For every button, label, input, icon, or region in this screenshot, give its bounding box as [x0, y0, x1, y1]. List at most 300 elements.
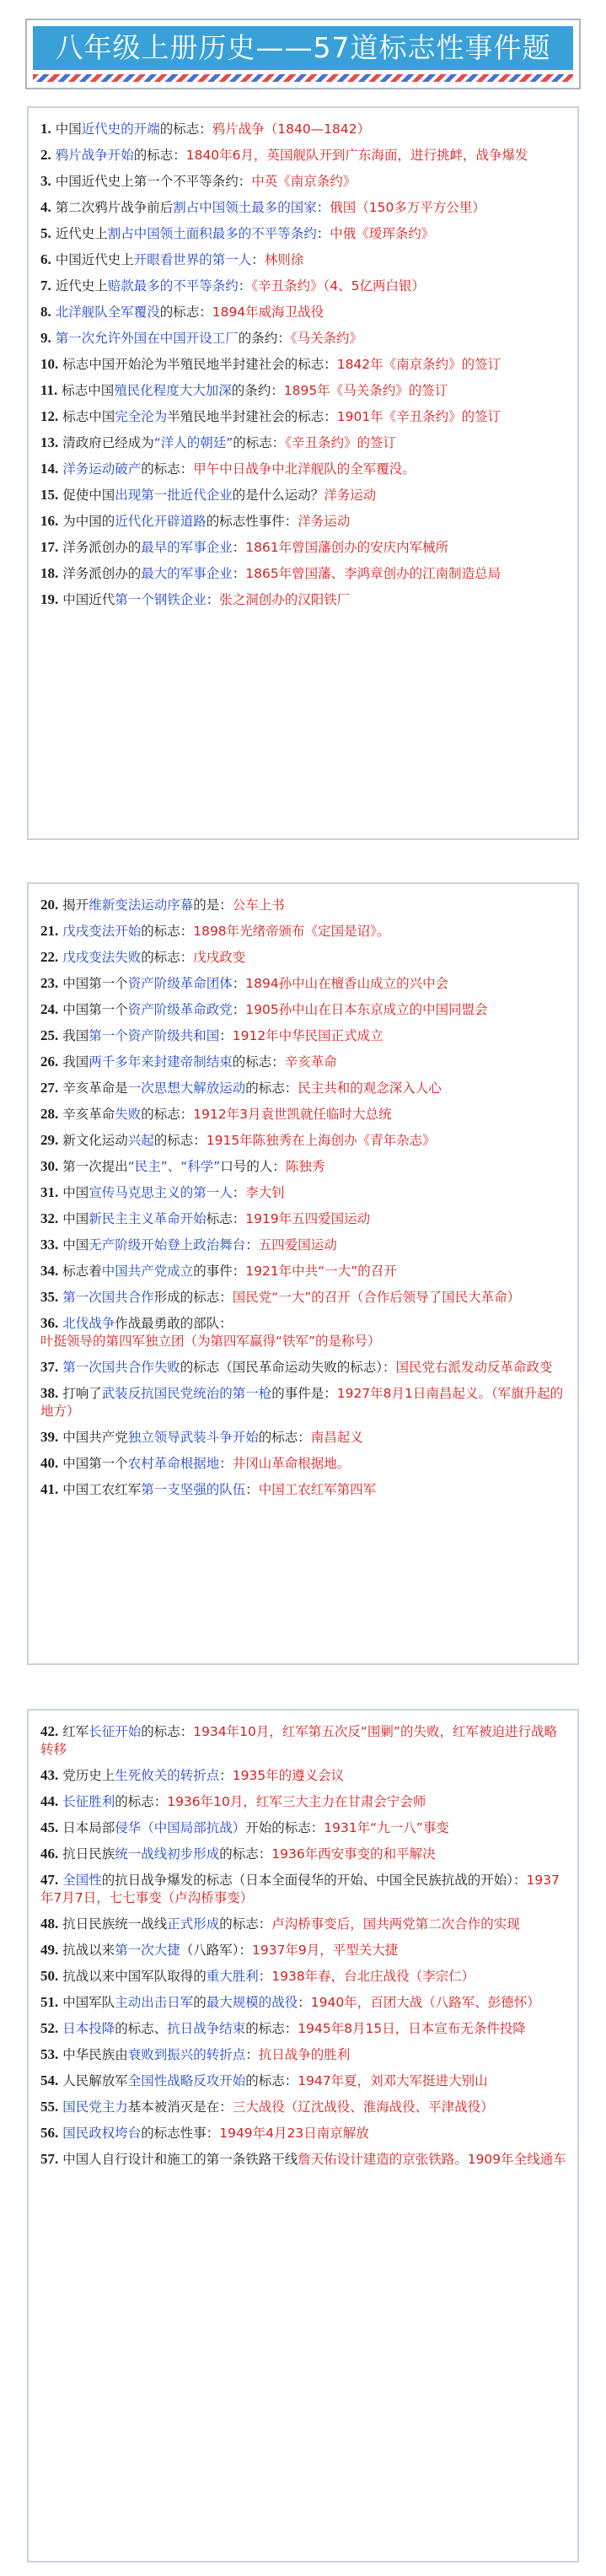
keyword-text: 武装反抗国民党统治的第一枪 — [101, 1386, 272, 1401]
question-text: 中国近代史上第一个不平等条约： — [55, 174, 252, 189]
question-text: 打响了 — [62, 1386, 102, 1401]
event-item — [40, 1871, 567, 1907]
event-item — [40, 486, 567, 504]
question-text: 的标志： — [159, 121, 212, 137]
item-number: 43. — [40, 1767, 59, 1783]
item-number: 50. — [40, 1968, 59, 1984]
keyword-text: 正式形成 — [167, 1916, 220, 1932]
keyword-text: 两千多年来封建帝制结束 — [88, 1054, 233, 1070]
item-number: 14. — [40, 461, 59, 477]
keyword-text: 最大的军事企业 — [141, 566, 233, 581]
question-text: 的标志： — [141, 950, 194, 965]
answer-text: 1840年6月，英国舰队开到广东海面，进行挑衅，战争爆发 — [185, 148, 528, 163]
item-number: 10. — [40, 356, 59, 372]
question-text: 的标志： — [141, 1107, 194, 1122]
event-item — [40, 1480, 567, 1499]
event-item — [40, 251, 567, 269]
question-text: 日本局部 — [62, 1820, 115, 1835]
question-text: ： — [258, 1969, 272, 1984]
keyword-text: 最早的军事企业 — [141, 540, 233, 555]
item-number: 29. — [40, 1132, 59, 1148]
answer-text: 1931年“九一八”事变 — [324, 1820, 449, 1835]
event-item — [40, 1105, 567, 1124]
question-text: ： — [316, 200, 330, 215]
event-item — [40, 512, 567, 531]
keyword-text: 割占中国领土最多的国家 — [173, 200, 317, 215]
item-number: 12. — [40, 408, 59, 424]
item-number: 20. — [40, 897, 59, 913]
answer-text: 1949年4月23日南京解放 — [219, 2126, 369, 2141]
question-text: 的标志： — [141, 1724, 194, 1739]
question-text: 中华民族由 — [62, 2047, 128, 2062]
question-text: 中国第一个 — [62, 976, 128, 991]
question-text: 的标志： — [245, 1081, 298, 1096]
answer-text: 1938年春，台北庄战役（李宗仁） — [271, 1969, 475, 1984]
item-number: 56. — [40, 2125, 59, 2141]
item-number: 26. — [40, 1054, 59, 1070]
question-text: 中国 — [62, 1211, 89, 1226]
question-text: 开始的标志： — [245, 1820, 324, 1835]
question-text: 党历史上 — [62, 1768, 115, 1783]
answer-text: 1940年，百团大战（八路军、彭德怀） — [310, 1995, 540, 2010]
keyword-text: 第一个钢铁企业 — [115, 592, 206, 607]
keyword-text: 重大胜利 — [206, 1969, 259, 1984]
keyword-text: 新民主主义革命开始 — [88, 1211, 206, 1226]
question-text: 的是什么运动？ — [232, 488, 324, 503]
event-item — [40, 224, 567, 243]
question-text: 标志中国 — [62, 409, 115, 424]
keyword-text: 殖民化程度大大加深 — [114, 383, 232, 398]
answer-text: 甲午中日战争中北洋舰队的全军覆没。 — [193, 461, 416, 477]
keyword-text: 全国性战略反攻开始 — [127, 2073, 246, 2088]
section-card-1 — [27, 106, 579, 840]
answer-text: 1947年夏，刘邓大军挺进大别山 — [298, 2073, 488, 2088]
item-number: 17. — [40, 539, 59, 555]
answer-text: 李大钊 — [245, 1185, 285, 1200]
event-item — [40, 590, 567, 609]
item-number: 38. — [40, 1385, 59, 1401]
question-text: ： — [219, 1768, 233, 1783]
answer-text: 五四爱国运动 — [258, 1237, 337, 1253]
question-text: ： — [232, 566, 246, 581]
event-item — [40, 1027, 567, 1045]
event-item — [40, 1915, 567, 1933]
question-text: 抗日民族统一战线 — [62, 1916, 168, 1932]
answer-text: 1895年《马关条约》的签订 — [283, 383, 448, 398]
event-item — [40, 564, 567, 583]
item-number: 31. — [40, 1184, 59, 1200]
question-text: 中国军队 — [62, 1995, 115, 2010]
keyword-text: 近代史的开端 — [81, 121, 160, 137]
event-item — [40, 1131, 567, 1150]
question-text: 作战最勇敢的部队： — [115, 1316, 233, 1331]
keyword-text: 第一次大捷 — [115, 1943, 180, 1958]
keyword-text: 统一战线初步形成 — [115, 1846, 220, 1862]
answer-text: 张之洞创办的汉阳铁厂 — [219, 592, 351, 607]
event-item — [40, 407, 567, 426]
question-text: 的标志性事件： — [206, 514, 298, 529]
keyword-text: 一次思想大解放运动 — [127, 1081, 246, 1096]
item-number: 30. — [40, 1158, 59, 1174]
keyword-text: 国民政权垮台 — [62, 2126, 142, 2141]
item-number: 8. — [40, 304, 51, 320]
event-item — [40, 974, 567, 993]
item-number: 52. — [40, 2020, 59, 2036]
question-text: 口号的人： — [220, 1159, 286, 1174]
keyword-text: 国民党主力 — [62, 2099, 128, 2115]
item-number: 1. — [40, 121, 51, 137]
question-text: 近代史上 — [55, 278, 108, 294]
question-text: 的标志： — [245, 2021, 298, 2036]
question-text: 的条约： — [231, 383, 284, 398]
event-item — [40, 2072, 567, 2090]
answer-text: 1936年西安事变的和平解决 — [271, 1846, 436, 1862]
keyword-text: 出现第一批近代企业 — [115, 488, 233, 503]
answer-text: 林则徐 — [264, 252, 304, 267]
event-item — [40, 1262, 567, 1280]
keyword-text: 开眼看世界的第一人 — [133, 252, 252, 267]
item-number: 47. — [40, 1872, 59, 1888]
question-text: 的标志： — [258, 1430, 311, 1445]
event-item — [40, 1236, 567, 1254]
item-number: 57. — [40, 2151, 59, 2167]
question-text: 的标志： — [219, 1846, 272, 1862]
question-text: 标志： — [206, 1211, 246, 1226]
answer-text: 1901年《辛丑条约》的签订 — [336, 409, 501, 424]
keyword-text: 第一个资产阶级共和国 — [88, 1028, 220, 1043]
question-text: 标志着 — [62, 1264, 102, 1279]
question-text: 近代史上 — [55, 226, 108, 241]
answer-text: 1921年中共“一大”的召开 — [245, 1264, 397, 1279]
event-item — [40, 2098, 567, 2116]
item-number: 21. — [40, 923, 59, 939]
question-text: ： — [251, 252, 265, 267]
keyword-text: 鸦片战争开始 — [55, 148, 134, 163]
event-item — [40, 1358, 567, 1377]
question-text: 第二次鸦片战争前后 — [55, 200, 174, 215]
keyword-text: “民主”、“科学” — [127, 1159, 221, 1174]
event-item — [40, 355, 567, 374]
question-text: （八路军）： — [180, 1943, 252, 1958]
item-number: 33. — [40, 1237, 59, 1253]
question-text: ： — [316, 226, 330, 241]
answer-text: 1937年9月，平型关大捷 — [251, 1943, 399, 1958]
item-number: 28. — [40, 1106, 59, 1122]
event-item — [40, 146, 567, 164]
item-number: 24. — [40, 1001, 59, 1017]
event-item — [40, 172, 567, 191]
question-text: 中国人自行设计和施工的第一条铁路干线 — [62, 2152, 298, 2167]
answer-text: 三大战役（辽沈战役、淮海战役、平津战役） — [232, 2099, 494, 2115]
event-item — [40, 896, 567, 914]
answer-text: 1915年陈独秀在上海创办《青年杂志》 — [206, 1133, 436, 1148]
answer-text: 1905孙中山在日本东京成立的中国同盟会 — [245, 1002, 488, 1017]
answer-text: 井冈山革命根据地。 — [232, 1456, 351, 1471]
item-number: 18. — [40, 565, 59, 581]
event-item — [40, 1967, 567, 1986]
event-item — [40, 2124, 567, 2142]
item-number: 27. — [40, 1080, 59, 1096]
keyword-text: 独立领导武装斗争开始 — [127, 1430, 259, 1445]
question-text: 的标志： — [233, 435, 286, 450]
event-item — [40, 381, 567, 400]
answer-text: 1935年的遵义会议 — [232, 1768, 345, 1783]
item-number: 53. — [40, 2046, 59, 2062]
question-text: 的事件是： — [271, 1386, 337, 1401]
answer-text: 民主共和的观念深入人心 — [298, 1081, 442, 1096]
question-text: 清政府已经成为 — [62, 435, 154, 450]
question-text: 的标志： — [153, 1133, 206, 1148]
question-text: 抗战以来 — [62, 1943, 115, 1958]
item-number: 45. — [40, 1819, 59, 1835]
event-item — [40, 1183, 567, 1202]
answer-text: 洋务运动 — [298, 514, 351, 529]
answer-text: 国民党“一大”的召开（合作后领导了国民大革命） — [232, 1290, 521, 1305]
answer-text: 1865年曾国藩、李鸿章创办的江南制造总局 — [245, 566, 501, 581]
answer-text: 洋务运动 — [324, 488, 377, 503]
answer-text: 1912年中华民国正式成立 — [232, 1028, 383, 1043]
item-number: 44. — [40, 1793, 59, 1809]
answer-text: 陈独秀 — [285, 1159, 325, 1174]
answer-text: 中国工农红军第四军 — [258, 1482, 377, 1497]
event-item — [40, 538, 567, 557]
question-text: 洋务派创办的 — [62, 540, 142, 555]
question-text: 的是： — [193, 897, 233, 913]
item-number: 49. — [40, 1942, 59, 1958]
question-text: 中国近代史上 — [55, 252, 134, 267]
event-item — [40, 1079, 567, 1097]
answer-text: 1936年10月，红军三大主力在甘肃会宁会师 — [167, 1794, 426, 1809]
answer-text: 1894孙中山在檀香山成立的兴中会 — [245, 976, 449, 991]
item-number: 48. — [40, 1916, 59, 1932]
item-number: 11. — [40, 382, 58, 398]
keyword-text: 宣传马克思主义的第一人 — [88, 1185, 233, 1200]
event-item — [40, 277, 567, 295]
question-text: 我国 — [62, 1028, 89, 1043]
question-text: 揭开 — [62, 897, 89, 913]
keyword-text: 割占中国领土面积最多的不平等条约 — [107, 226, 317, 241]
keyword-text: 抗日战争结束 — [167, 2021, 246, 2036]
answer-text: 国民党右派发动反革命政变 — [395, 1360, 553, 1375]
keyword-text: 赔款最多的不平等条约 — [107, 278, 239, 294]
question-text: 的事件： — [193, 1264, 246, 1279]
item-number: 4. — [40, 199, 51, 215]
keyword-text: 第一次国共合作 — [62, 1290, 154, 1305]
question-text: ： — [298, 1995, 311, 2010]
keyword-text: 资产阶级革命政党 — [127, 1002, 233, 1017]
item-number: 9. — [40, 330, 51, 346]
event-item — [40, 1053, 567, 1071]
question-text: 基本被消灭是在： — [127, 2099, 233, 2115]
keyword-text: “洋人的朝廷” — [153, 435, 233, 450]
answer-text: 1934年10月，红军第五次反“围剿”的失败，红军被迫进行战略转移 — [40, 1724, 557, 1757]
item-number: 51. — [40, 1994, 59, 2010]
question-text: 的标志（国民革命运动失败的标志）： — [180, 1360, 396, 1375]
question-text: 的条约： — [238, 331, 291, 346]
keyword-text: 长征胜利 — [62, 1794, 115, 1809]
item-number: 6. — [40, 251, 51, 267]
question-text: 辛亥革命 — [62, 1107, 115, 1122]
question-text: 形成的标志： — [153, 1290, 233, 1305]
question-text: ： — [232, 540, 246, 555]
event-item — [40, 434, 567, 452]
answer-text: 戊戌政变 — [193, 950, 246, 965]
question-text: 中国 — [62, 1185, 89, 1200]
item-number: 22. — [40, 949, 59, 965]
event-item — [40, 2150, 567, 2169]
event-item — [40, 1454, 567, 1473]
question-text: 新文化运动 — [62, 1133, 128, 1148]
question-text: 中国第一个 — [62, 1456, 128, 1471]
item-number: 19. — [40, 591, 59, 607]
event-item — [40, 922, 567, 940]
question-text: 标志中国开始沦为半殖民地半封建社会的标志： — [62, 357, 337, 372]
item-number: 34. — [40, 1263, 59, 1279]
event-item — [40, 303, 567, 321]
item-number: 25. — [40, 1027, 59, 1043]
event-item — [40, 1314, 567, 1350]
event-item — [40, 1722, 567, 1759]
keyword-text: 近代化开辟道路 — [115, 514, 206, 529]
keyword-text: 第一次国共合作失败 — [62, 1360, 180, 1375]
event-item — [40, 1941, 567, 1959]
question-text: 中国 — [55, 121, 82, 137]
item-number: 36. — [40, 1315, 59, 1331]
keyword-text: 日本投降 — [62, 2021, 115, 2036]
item-number: 54. — [40, 2072, 59, 2088]
question-text: 红军 — [62, 1724, 89, 1739]
question-text: 为中国的 — [62, 514, 115, 529]
question-text: 的标志： — [159, 304, 212, 320]
answer-text: 1937年7月7日，七七事变（卢沟桥事变） — [40, 1873, 560, 1905]
keyword-text: 兴起 — [127, 1133, 154, 1148]
event-item — [40, 1766, 567, 1785]
question-text: 中国近代 — [62, 592, 115, 607]
item-number: 5. — [40, 225, 51, 241]
item-number: 3. — [40, 173, 51, 189]
question-text: 半殖民地半封建社会的标志： — [167, 409, 337, 424]
keyword-text: 失败 — [115, 1107, 142, 1122]
question-text: ： — [245, 2047, 259, 2062]
item-number: 55. — [40, 2099, 59, 2115]
keyword-text: 中国共产党成立 — [101, 1264, 194, 1279]
question-text: 中国 — [62, 1237, 89, 1253]
question-text: ： — [245, 1482, 259, 1497]
question-text: 的标志： — [141, 924, 194, 939]
item-number: 7. — [40, 278, 51, 294]
keyword-text: 戊戌变法开始 — [62, 924, 142, 939]
question-text: 洋务派创办的 — [62, 566, 142, 581]
question-text: 抗日民族 — [62, 1846, 115, 1862]
question-text: 辛亥革命是 — [62, 1081, 128, 1096]
answer-text: 卢沟桥事变后，国共两党第二次合作的实现 — [271, 1916, 520, 1932]
section-card-2 — [27, 882, 579, 1665]
event-item — [40, 948, 567, 967]
keyword-text: 长征开始 — [88, 1724, 142, 1739]
item-number: 41. — [40, 1481, 59, 1497]
event-item — [40, 329, 567, 348]
item-number: 16. — [40, 513, 59, 529]
keyword-text: 侵华（中国局部抗战） — [115, 1820, 246, 1835]
question-text: 第一次提出 — [62, 1159, 128, 1174]
question-text: ： — [219, 1028, 233, 1043]
answer-text: 《辛丑条约》（4、5亿两白银） — [251, 278, 425, 294]
answer-text: 中英《南京条约》 — [251, 174, 357, 189]
event-item — [40, 460, 567, 478]
keyword-text: 资产阶级革命团体 — [127, 976, 233, 991]
item-number: 13. — [40, 434, 59, 450]
event-item — [40, 1157, 567, 1176]
item-number: 40. — [40, 1455, 59, 1471]
section-card-3 — [27, 1709, 579, 2563]
question-text: 抗战以来中国军队取得的 — [62, 1969, 206, 1984]
answer-text: 1912年3月袁世凯就任临时大总统 — [193, 1107, 392, 1122]
event-item — [40, 1000, 567, 1019]
event-item — [40, 1384, 567, 1420]
keyword-text: 北洋舰队全军覆没 — [55, 304, 160, 320]
answer-text: 公车上书 — [232, 897, 285, 913]
question-text: 中国共产党 — [62, 1430, 128, 1445]
answer-text: 抗日战争的胜利 — [258, 2047, 351, 2062]
question-text: 的标志： — [141, 461, 194, 477]
question-text: 的标志： — [133, 148, 186, 163]
question-text: ： — [238, 278, 252, 294]
keyword-text: 生死攸关的转折点 — [115, 1768, 220, 1783]
question-text: 我国 — [62, 1054, 89, 1070]
keyword-text: 维新变法运动序幕 — [88, 897, 194, 913]
question-text: 的标志： — [219, 1916, 272, 1932]
keyword-text: 最大规模的战役 — [206, 1995, 298, 2010]
keyword-text: 戊戌变法失败 — [62, 950, 142, 965]
event-item — [40, 120, 567, 138]
item-number: 35. — [40, 1289, 59, 1305]
event-item — [40, 1210, 567, 1228]
item-number: 37. — [40, 1359, 59, 1375]
item-number: 39. — [40, 1429, 59, 1445]
question-text: 人民解放军 — [62, 2073, 128, 2088]
question-text: 的标志： — [245, 2073, 298, 2088]
event-item — [40, 2045, 567, 2064]
answer-text: 1945年8月15日，日本宣布无条件投降 — [298, 2021, 526, 2036]
answer-text: 叶挺领导的第四军独立团（为第四军赢得“铁军”的是称号） — [40, 1334, 381, 1349]
question-text: 的标志： — [115, 1794, 168, 1809]
question-text: 的标志： — [232, 1054, 285, 1070]
keyword-text: 第一次允许外国在中国开设工厂 — [55, 331, 239, 346]
question-text: 中国工农红军 — [62, 1482, 142, 1497]
keyword-text: 洋务运动破产 — [62, 461, 142, 477]
question-text: ： — [232, 1185, 246, 1200]
event-item — [40, 1819, 567, 1837]
answer-text: 《马关条约》 — [290, 331, 362, 346]
keyword-text: 无产阶级开始登上政治舞台 — [88, 1237, 246, 1253]
event-item — [40, 1993, 567, 2012]
question-text: 的标志性事： — [141, 2126, 220, 2141]
event-item — [40, 198, 567, 217]
answer-text: 南昌起义 — [310, 1430, 363, 1445]
answer-text: 1898年光绪帝颁布《定国是诏》。 — [193, 924, 390, 939]
keyword-text: 衰败到振兴的转折点 — [127, 2047, 246, 2062]
question-text: 的抗日战争爆发的标志（日本全面侵华的开始、中国全民族抗战的开始）： — [101, 1873, 527, 1888]
event-item — [40, 2019, 567, 2038]
answer-text: 1894年威海卫战役 — [212, 304, 324, 320]
question-text: ： — [245, 1237, 259, 1253]
answer-text: 俄国（150多万平方公里） — [330, 200, 485, 215]
item-number: 32. — [40, 1210, 59, 1226]
question-text: ： — [232, 1002, 246, 1017]
question-text: 的标志、 — [115, 2021, 168, 2036]
keyword-text: 主动出击日军 — [115, 1995, 194, 2010]
keyword-text: 北伐战争 — [62, 1316, 115, 1331]
